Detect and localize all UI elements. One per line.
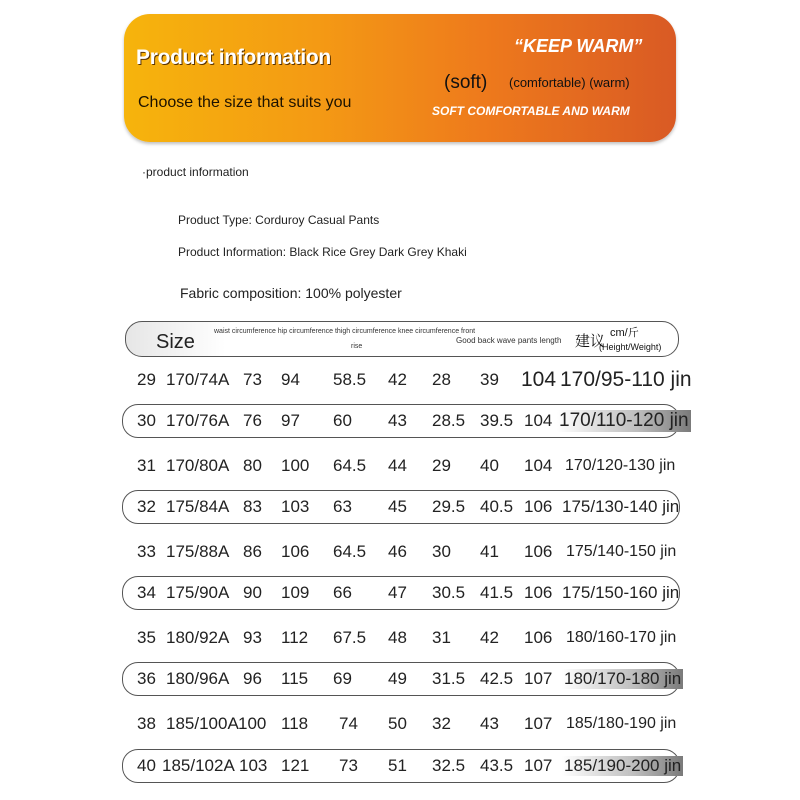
cell-back-rise: 40 bbox=[480, 456, 499, 475]
cell-front-rise: 29.5 bbox=[432, 497, 466, 516]
header-size: Size bbox=[156, 331, 195, 353]
cell-front-rise: 32.5 bbox=[432, 756, 466, 775]
cell-front-rise: 29 bbox=[432, 456, 451, 475]
cell-front-rise: 30 bbox=[432, 542, 451, 561]
header-length: Good back wave pants length bbox=[456, 336, 562, 345]
cell-size: 31 bbox=[137, 456, 156, 475]
cell-knee: 50 bbox=[388, 714, 407, 733]
cell-thigh: 60 bbox=[333, 411, 352, 430]
fabric-composition: Fabric composition: 100% polyester bbox=[180, 285, 402, 301]
product-banner bbox=[124, 14, 676, 142]
cell-size: 40 bbox=[137, 756, 156, 775]
banner-title: Product information bbox=[136, 46, 331, 69]
cell-back-rise: 42 bbox=[480, 628, 499, 647]
header-height-weight: (Height/Weight) bbox=[599, 342, 662, 352]
cell-back-rise: 43.5 bbox=[480, 756, 514, 775]
cell-thigh: 64.5 bbox=[333, 542, 367, 561]
cell-length: 106 bbox=[524, 628, 553, 647]
cell-length: 104 bbox=[521, 368, 557, 391]
cell-model: 175/88A bbox=[166, 542, 230, 561]
cell-recommend: 175/140-150 jin bbox=[566, 543, 677, 560]
table-row bbox=[0, 749, 800, 785]
cell-front-rise: 28.5 bbox=[432, 411, 466, 430]
cell-model: 175/90A bbox=[166, 583, 230, 602]
cell-waist: 96 bbox=[243, 669, 262, 688]
cell-recommend: 175/130-140 jin bbox=[562, 497, 680, 516]
cell-front-rise: 31.5 bbox=[432, 669, 466, 688]
header-rise: rise bbox=[351, 343, 363, 350]
cell-waist: 80 bbox=[243, 456, 262, 475]
cell-model: 170/74A bbox=[166, 370, 230, 389]
cell-knee: 49 bbox=[388, 669, 407, 688]
cell-thigh: 64.5 bbox=[333, 456, 367, 475]
table-row bbox=[0, 576, 800, 612]
cell-front-rise: 30.5 bbox=[432, 583, 466, 602]
banner-subtitle: Choose the size that suits you bbox=[138, 94, 352, 111]
cell-recommend: 180/170-180 jin bbox=[564, 669, 682, 688]
table-row bbox=[0, 363, 800, 399]
product-colors: Product Information: Black Rice Grey Dark Grey Khaki bbox=[178, 245, 467, 259]
cell-thigh: 58.5 bbox=[333, 370, 367, 389]
table-row bbox=[0, 662, 800, 698]
cell-knee: 42 bbox=[388, 370, 407, 389]
cell-hip: 118 bbox=[281, 714, 309, 733]
banner-tagline: SOFT COMFORTABLE AND WARM bbox=[432, 104, 630, 118]
cell-waist: 100 bbox=[238, 714, 267, 733]
cell-thigh: 74 bbox=[339, 714, 358, 733]
cell-model: 180/92A bbox=[166, 628, 230, 647]
cell-thigh: 69 bbox=[333, 669, 352, 688]
cell-thigh: 73 bbox=[339, 756, 358, 775]
cell-length: 106 bbox=[524, 542, 553, 561]
cell-size: 35 bbox=[137, 628, 156, 647]
table-row bbox=[0, 621, 800, 657]
cell-recommend: 175/150-160 jin bbox=[562, 583, 680, 602]
cell-recommend: 180/160-170 jin bbox=[566, 629, 677, 646]
cell-recommend: 170/95-110 jin bbox=[560, 368, 692, 391]
cell-length: 107 bbox=[524, 756, 553, 775]
table-row bbox=[0, 535, 800, 571]
cell-hip: 103 bbox=[281, 497, 310, 516]
cell-knee: 45 bbox=[388, 497, 407, 516]
cell-size: 30 bbox=[137, 411, 156, 430]
cell-waist: 103 bbox=[239, 756, 268, 775]
cell-length: 104 bbox=[524, 456, 553, 475]
cell-thigh: 63 bbox=[333, 497, 352, 516]
cell-hip: 121 bbox=[281, 756, 310, 775]
cell-waist: 86 bbox=[243, 542, 262, 561]
cell-waist: 73 bbox=[243, 370, 262, 389]
cell-back-rise: 41.5 bbox=[480, 583, 514, 602]
header-recommend: 建议 bbox=[575, 333, 606, 350]
cell-back-rise: 39 bbox=[480, 370, 499, 389]
cell-knee: 46 bbox=[388, 542, 407, 561]
cell-waist: 76 bbox=[243, 411, 262, 430]
banner-soft: (soft) bbox=[444, 72, 488, 93]
cell-thigh: 67.5 bbox=[333, 628, 367, 647]
cell-size: 32 bbox=[137, 497, 156, 516]
cell-size: 33 bbox=[137, 542, 156, 561]
cell-model: 180/96A bbox=[166, 669, 230, 688]
cell-size: 29 bbox=[137, 370, 156, 389]
cell-back-rise: 43 bbox=[480, 714, 499, 733]
cell-waist: 83 bbox=[243, 497, 262, 516]
banner-slogan: “KEEP WARM” bbox=[514, 36, 643, 56]
cell-model: 170/76A bbox=[166, 411, 230, 430]
section-heading: ·product information bbox=[142, 165, 249, 179]
header-unit: cm/斤 bbox=[610, 327, 639, 339]
cell-front-rise: 28 bbox=[432, 370, 451, 389]
banner-comfortable-warm: (comfortable) (warm) bbox=[509, 75, 630, 90]
cell-thigh: 66 bbox=[333, 583, 352, 602]
cell-length: 104 bbox=[524, 411, 553, 430]
cell-back-rise: 41 bbox=[480, 542, 499, 561]
cell-hip: 100 bbox=[281, 456, 310, 475]
cell-back-rise: 39.5 bbox=[480, 411, 514, 430]
cell-hip: 106 bbox=[281, 542, 310, 561]
table-row bbox=[0, 404, 800, 440]
cell-length: 107 bbox=[524, 714, 553, 733]
product-type: Product Type: Corduroy Casual Pants bbox=[178, 213, 380, 227]
cell-length: 106 bbox=[524, 497, 553, 516]
table-row bbox=[0, 449, 800, 485]
cell-waist: 90 bbox=[243, 583, 262, 602]
cell-size: 38 bbox=[137, 714, 156, 733]
cell-knee: 51 bbox=[388, 756, 407, 775]
size-table-header bbox=[125, 321, 679, 357]
cell-hip: 94 bbox=[281, 370, 300, 389]
cell-hip: 115 bbox=[281, 669, 309, 688]
cell-front-rise: 31 bbox=[432, 628, 451, 647]
cell-hip: 112 bbox=[281, 628, 309, 647]
cell-model: 185/102A bbox=[162, 756, 235, 775]
cell-back-rise: 40.5 bbox=[480, 497, 514, 516]
cell-recommend: 185/180-190 jin bbox=[566, 715, 677, 732]
cell-front-rise: 32 bbox=[432, 714, 451, 733]
cell-hip: 109 bbox=[281, 583, 310, 602]
cell-waist: 93 bbox=[243, 628, 262, 647]
cell-length: 106 bbox=[524, 583, 553, 602]
cell-recommend: 170/110-120 jin bbox=[559, 410, 689, 431]
cell-model: 170/80A bbox=[166, 456, 230, 475]
cell-model: 175/84A bbox=[166, 497, 230, 516]
cell-recommend: 185/190-200 jin bbox=[564, 756, 682, 775]
cell-size: 36 bbox=[137, 669, 156, 688]
cell-knee: 43 bbox=[388, 411, 407, 430]
cell-knee: 44 bbox=[388, 456, 407, 475]
cell-size: 34 bbox=[137, 583, 156, 602]
cell-knee: 47 bbox=[388, 583, 407, 602]
table-row bbox=[0, 707, 800, 743]
cell-length: 107 bbox=[524, 669, 553, 688]
cell-recommend: 170/120-130 jin bbox=[565, 457, 676, 474]
cell-hip: 97 bbox=[281, 411, 300, 430]
header-columns: waist circumference hip circumference thigh circumference knee circumference front bbox=[214, 328, 476, 335]
cell-knee: 48 bbox=[388, 628, 407, 647]
cell-model: 185/100A bbox=[166, 714, 239, 733]
table-row bbox=[0, 490, 800, 526]
cell-back-rise: 42.5 bbox=[480, 669, 514, 688]
